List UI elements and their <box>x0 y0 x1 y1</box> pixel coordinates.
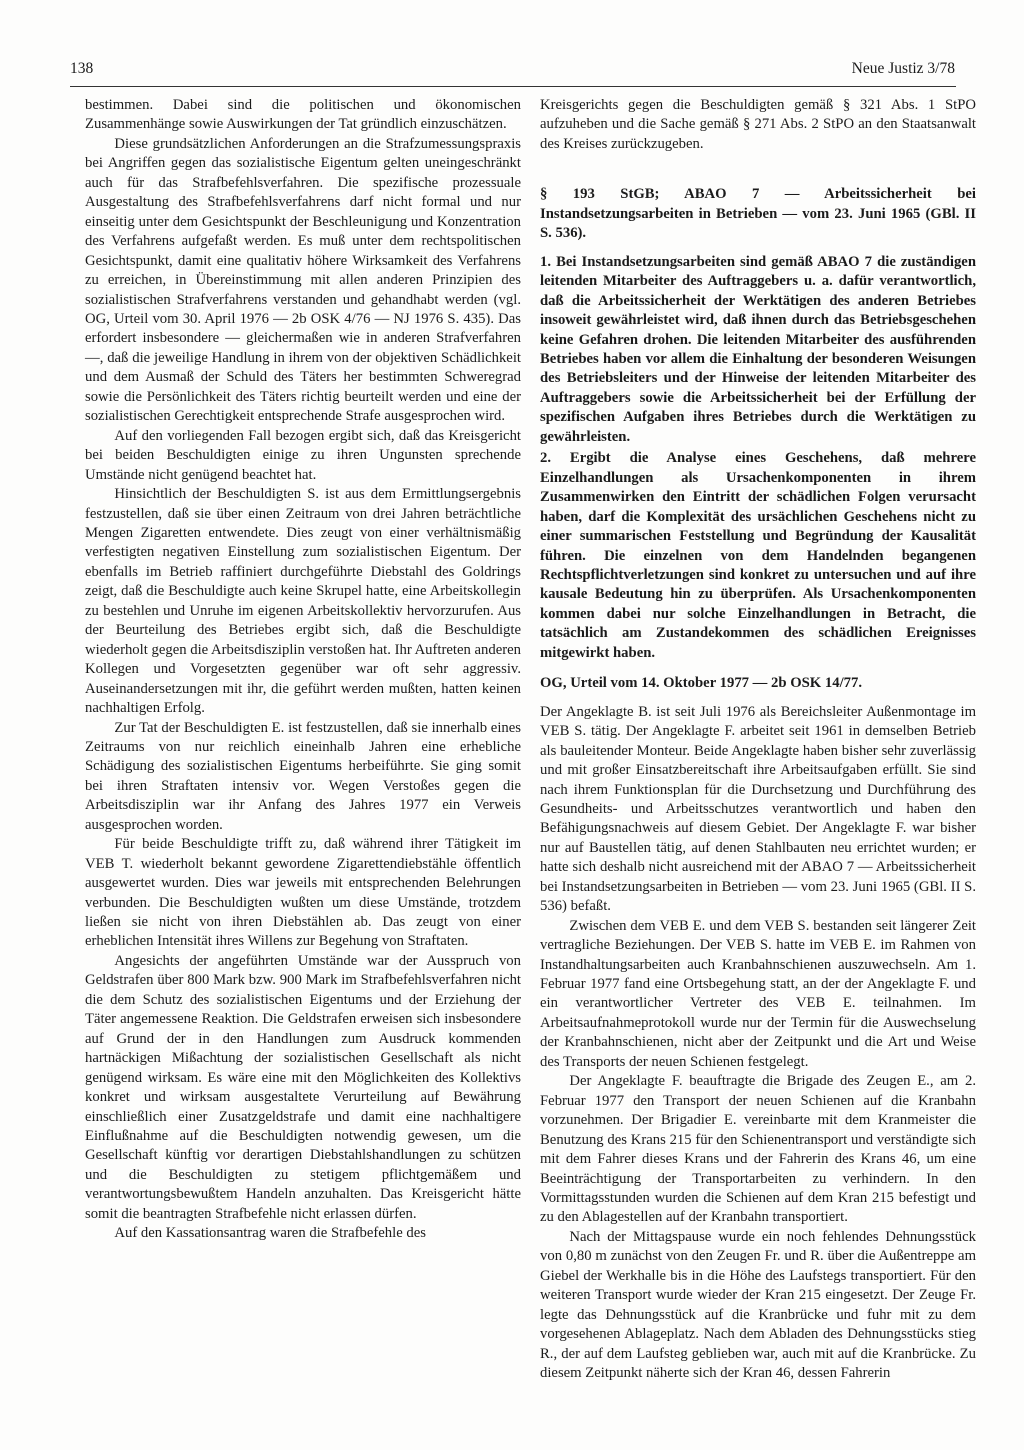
leitsatz: 2. Ergibt die Analyse eines Geschehens, daß mehrere Einzelhandlungen als Ursachenkomponenten in ihrem Zusammenwirken den Eintritt der schädlichen Folgen verursacht haben, darf die Komplexität des ursächlichen Geschehens nicht zu einer summarischen Feststellung und Begründung der Kausalität führen. Die einzelnen von dem Handelnden begangenen Rechtspflichtverletzungen sind konkret zu untersuchen und auf ihre kausale Bedeutung hin zu überprüfen. Als Ursachenkomponenten kommen dabei nur solche Einzelhandlungen in Betracht, die tatsächlich am Zustandekommen des schädlichen Ereignisses mitgewirkt haben. <box>540 450 976 661</box>
decision-citation: OG, Urteil vom 14. Oktober 1977 — 2b OSK 14/77. <box>540 675 863 692</box>
decision-heading: § 193 StGB; ABAO 7 — Arbeitssicherheit bei Instandsetzungsarbeiten in Betrieben — vom 23. Juni 1965 (GBl. II S. 536). <box>540 186 976 242</box>
paragraph: Der Angeklagte B. ist seit Juli 1976 als Bereichsleiter Außenmontage im VEB S. tätig. Der Angeklagte F. arbeitet seit 1961 in demselben Betrieb als bauleitender Monteur. Beide Angeklagte haben bisher sehr zuverlässig und mit großer Einsatzbereitschaft ihre Arbeitsaufgaben erfüllt. Sie sind nach ihrem Funktionsplan für die Durchsetzung und Durchführung des Gesundheits- und Arbeitsschutzes verantwortlich und haben den Befähigungsnachweis auf diesem Gebiet. Der Angeklagte F. war bisher nur auf Baustellen tätig, auf denen Stahlbauten neu errichtet wurden; er hatte sich deshalb nicht ausreichend mit der ABAO 7 — Arbeitssicherheit bei Instandsetzungsarbeiten in Betrieben — vom 23. Juni 1965 (GBl. II S. 536) befaßt. <box>540 703 976 915</box>
paragraph: Nach der Mittagspause wurde ein noch fehlendes Dehnungsstück von 0,80 m zunächst von den Zeugen Fr. und R. über die Außentreppe am Giebel der Werkhalle bis in die Höhe des Laufstegs transportiert. Für den weiteren Transport wurde wieder der Kran 215 eingesetzt. Der Zeuge Fr. legte das Dehnungsstück auf die Kranbrücke und fuhr mit zu dem vorgesehenen Ablageplatz. Nach dem Abladen des Dehnungsstücks stieg R., der auf dem Laufsteg geblieben war, auch mit auf die Kranbrücke. Zu diesem Zeitpunkt näherte sich der Kran 46, dessen Fahrerin <box>540 1228 976 1382</box>
right-column <box>540 96 976 1384</box>
paragraph: Für beide Beschuldigte trifft zu, daß während ihrer Tätigkeit im VEB T. wiederholt bekannt gewordene Zigarettendiebstähle öffentlich ausgewertet wurden. Dies war jeweils mit entsprechenden Belehrungen verbunden. Die Beschuldigten wußten um diese Umstände, trotzdem ließen sie nicht von ihren Diebstählen ab. Das zeugt von einer erheblichen Intensität ihres Willens zur Begehung von Straftaten. <box>85 836 521 950</box>
paragraph: Zur Tat der Beschuldigten E. ist festzustellen, daß sie innerhalb eines Zeitraums von nur reichlich eineinhalb Jahren eine erhebliche Schädigung des sozialistischen Eigentums herbeiführte. Sie ging somit bei ihren Straftaten intensiv vor. Wegen Verstoßes gegen die Arbeitsdisziplin war ihr Anfang des Jahres 1977 ein Verweis ausgesprochen worden. <box>85 719 521 833</box>
paragraph: Angesichts der angeführten Umstände war der Ausspruch von Geldstrafen über 800 Mark bzw. 900 Mark im Strafbefehlsverfahren nicht die dem Schutz des sozialistischen Eigentums und der Erziehung der Täter angemessene Reaktion. Die Geldstrafen erweisen sich insbesondere auf Grund der in den Handlungen zum Ausdruck kommenden hartnäckigen Mißachtung der sozialistischen Gesellschaft als nicht genügend wirksam. Es wäre eine mit den Möglichkeiten des Kollektivs konkret und wirksam ausgestaltete Verurteilung auf Bewährung einschließlich einer Zusatzgeldstrafe und damit eine nachhaltigere Einflußnahme auf die Beschuldigten notwendig gewesen, um die Gesellschaft künftig vor derartigen Diebstahlshandlungen zu schützen und die Beschuldigten zu stetigem pflichtgemäßem und verantwortungsbewußtem Handeln anzuhalten. Das Kreisgericht hätte somit die beantragten Strafbefehle nicht erlassen dürfen. <box>85 952 521 1222</box>
leitsatz: 1. Bei Instandsetzungsarbeiten sind gemäß ABAO 7 die zuständigen leitenden Mitarbeiter des Auftraggebers u. a. dafür verantwortlich, daß die Arbeitssicherheit der Werktätigen des anderen Betriebes insoweit gewährleistet wird, daß ihnen durch das Betriebsgeschehen keine Gefahren drohen. Die leitenden Mitarbeiter des ausführenden Betriebes haben vor allem die Einhaltung der besonderen Weisungen des Betriebsleiters und der Hinweise der leitenden Mitarbeiter des Auftraggebers sowie die Arbeitssicherheit bei der Erfüllung der spezifischen Aufgaben ihres Betriebes durch die Werktätigen zu gewährleisten. <box>540 253 976 445</box>
page-number: 138 <box>70 60 94 77</box>
header-rule <box>70 86 956 87</box>
paragraph: Diese grundsätzlichen Anforderungen an die Strafzumessungspraxis bei Angriffen gegen das sozialistische Eigentum gelten uneingeschränkt auch für das Strafbefehlsverfahren. Die spezifische prozessuale Ausgestaltung des Strafbefehlsverfahrens darf nicht formal und nur einseitig unter dem Gesichtspunkt der Beschleunigung und Konzentration des Verfahrens aufgefaßt werden. Es muß unter dem rechtspolitischen Gesichtspunkt, damit eine qualitativ höhere Wirksamkeit des Verfahrens zu erreichen, in Übereinstimmung mit allen anderen Prinzipien des sozialistischen Strafverfahrens verstanden und gehandhabt werden (vgl. OG, Urteil vom 30. April 1976 — 2b OSK 4/76 — NJ 1976 S. 435). Das erfordert insbesondere — gleichermaßen wie in anderen Strafverfahren —, daß die jeweilige Handlung in ihrem von der objektiven Schädlichkeit und dem Ausmaß der Schuld des Täters her bestimmten Schweregrad sowie die Persönlichkeit des Täters richtig beurteilt werden und eine der sozialistischen Gerechtigkeit entsprechende Strafe ausgesprochen wird. <box>85 135 521 425</box>
paragraph: Auf den Kassationsantrag waren die Strafbefehle des <box>114 1225 426 1242</box>
paragraph: Der Angeklagte F. beauftragte die Brigade des Zeugen E., am 2. Februar 1977 den Transport der neuen Schienen auf die Kranbahn vorzunehmen. Der Brigadier E. vereinbarte mit dem Kranmeister die Benutzung des Krans 215 für den Schienentransport und verständigte sich mit dem Fahrer dieses Krans und der Fahrerin des Krans 46, um eine Beeinträchtigung der Transportarbeiten zu verhindern. In den Vormittagsstunden wurden die Schienen auf dem Kran 215 befestigt und zu den Ablagestellen auf der Kranbahn transportiert. <box>540 1073 976 1226</box>
paragraph: Kreisgerichts gegen die Beschuldigten gemäß § 321 Abs. 1 StPO aufzuheben und die Sache gemäß § 271 Abs. 2 StPO an den Staatsanwalt des Kreises zurückzugeben. <box>540 97 976 152</box>
paragraph: bestimmen. Dabei sind die politischen und ökonomischen Zusammenhänge sowie Auswirkungen der Tat gründlich einzuschätzen. <box>85 97 521 133</box>
paragraph: Auf den vorliegenden Fall bezogen ergibt sich, daß das Kreisgericht bei beiden Beschuldigten einige zu ihren Ungunsten sprechende Umstände nicht genügend beachtet hat. <box>85 427 521 483</box>
paragraph: Zwischen dem VEB E. und dem VEB S. bestanden seit längerer Zeit vertragliche Beziehungen. Der VEB S. hatte im VEB E. im Rahmen von Instandhaltungsarbeiten auch Kranbahnschienen auszuwechseln. Am 1. Februar 1977 fand eine Ortsbegehung statt, an der der Angeklagte F. und ein verantwortlicher Vertreter des VEB E. teilnahmen. Im Arbeitsaufnahmeprotokoll wurde nur der Termin für die Auswechselung der Kranbahnschienen, nicht aber der Zeitpunkt und die Art und Weise des Transports der neuen Schienen festgelegt. <box>540 917 976 1070</box>
left-column <box>85 96 521 1244</box>
paragraph: Hinsichtlich der Beschuldigten S. ist aus dem Ermittlungsergebnis festzustellen, daß sie über einen Zeitraum von drei Jahren beträchtliche Mengen Zigaretten entwendete. Dies zeugt von einer verhältnismäßig verfestigten negativen Einstellung zum sozialistischen Eigentum. Der ebenfalls im Betrieb raffiniert durchgeführte Diebstahl des Goldrings zeigt, daß die Beschuldigte auch keine Skrupel hatte, eine Arbeitskollegin zu bestehlen und Unruhe im eigenen Arbeitskollektiv hervorzurufen. Aus der Beurteilung des Betriebes ergibt sich, daß die Beschuldigte wiederholt gegen die Arbeitsdisziplin verstoßen hat. Ihr Auftreten anderen Kollegen und Vorgesetzten gegenüber war oft sehr aggressiv. Auseinandersetzungen mit ihr, die geführt werden mußten, hatten keinen nachhaltigen Erfolg. <box>85 486 521 717</box>
journal-issue: Neue Justiz 3/78 <box>851 60 955 77</box>
page-header <box>70 60 955 84</box>
